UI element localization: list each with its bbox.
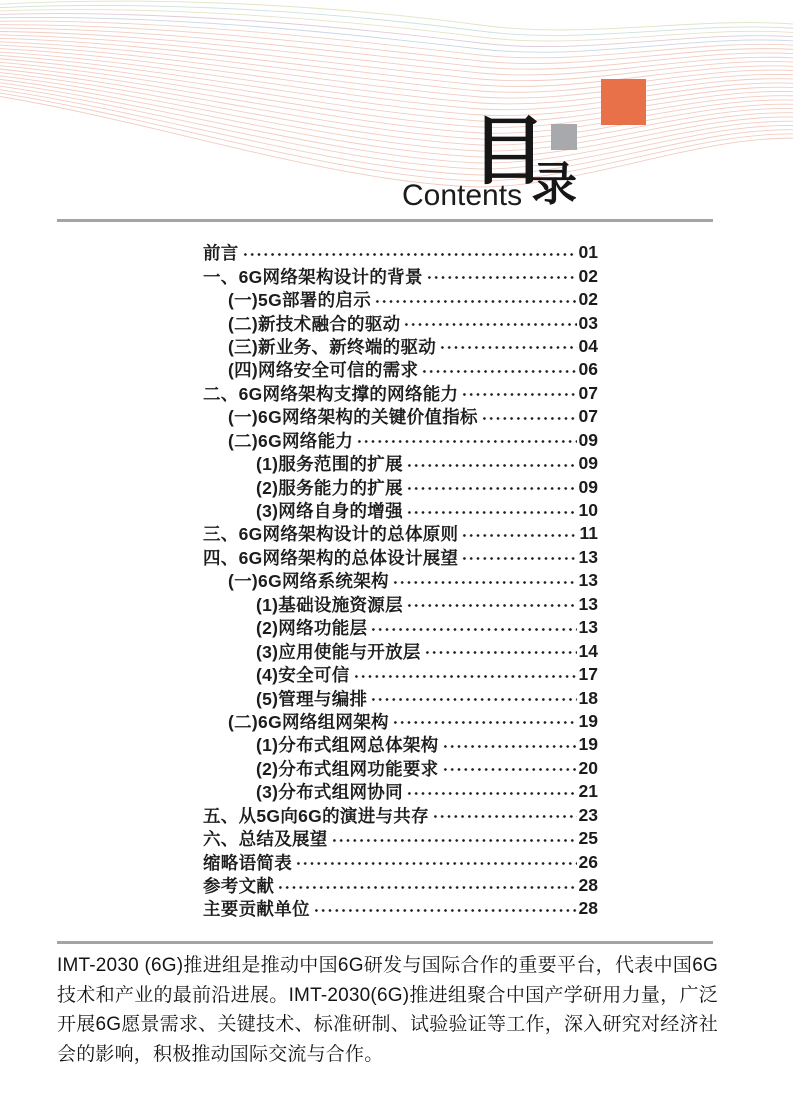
toc-page-number: 19 [578, 710, 598, 731]
toc-entry [203, 710, 598, 733]
toc-leader-dots [406, 504, 577, 521]
toc-entry-label: (1)服务范围的扩展 [256, 454, 403, 475]
toc-page-number: 02 [578, 265, 598, 286]
toc-page-number: 28 [578, 875, 598, 896]
toc-entry-label: 参考文献 [203, 876, 275, 897]
toc-entry-label: (2)网络功能层 [256, 618, 368, 639]
toc-entry-label: 一、6G网络架构设计的背景 [203, 266, 423, 287]
toc-entry-label: 缩略语简表 [203, 852, 292, 873]
toc-entry-label: (二)6G网络组网架构 [228, 711, 389, 732]
toc-entry [203, 593, 598, 616]
toc-leader-dots [392, 574, 577, 591]
toc-leader-dots [461, 386, 576, 403]
footer-divider-rule [57, 941, 713, 944]
footer-note-paragraph: IMT-2030 (6G)推进组是推动中国6G研发与国际合作的重要平台，代表中国6G技术和产业的最前沿进展。IMT-2030(6G)推进组聚合中国产学研用力量，广泛开展6G愿景需求、关键技术、标准研制、试验验证等工作，深入研究对经济社会的影响，积极推动国际交流与合作。 [57, 955, 718, 1065]
toc-page-number: 02 [578, 289, 598, 310]
toc-leader-dots [374, 293, 577, 310]
toc-leader-dots [370, 621, 576, 638]
toc-leader-dots [295, 855, 577, 872]
toc-entry-label: (一)6G网络架构的关键价值指标 [228, 407, 478, 428]
toc-entry [203, 874, 598, 897]
toc-entry-label: (3)网络自身的增强 [256, 501, 403, 522]
toc-entry [203, 522, 598, 545]
toc-entry [203, 569, 598, 592]
toc-leader-dots [242, 246, 577, 263]
toc-entry [203, 288, 598, 311]
toc-page-number: 14 [578, 640, 598, 661]
toc-entry-label: (一)6G网络系统架构 [228, 571, 389, 592]
toc-entry [203, 897, 598, 920]
toc-page-number: 13 [578, 570, 598, 591]
toc-entry-label: (3)应用使能与开放层 [256, 641, 421, 662]
toc-leader-dots [313, 902, 577, 919]
toc-entry [203, 311, 598, 334]
toc-page-number: 09 [578, 476, 598, 497]
toc-entry-label: 四、6G网络架构的总体设计展望 [203, 547, 459, 568]
toc-page-number: 07 [578, 382, 598, 403]
toc-page-number: 13 [578, 617, 598, 638]
toc-entry [203, 827, 598, 850]
toc-entry [203, 429, 598, 452]
toc-leader-dots [356, 433, 576, 450]
toc-entry-label: 主要贡献单位 [203, 899, 310, 920]
toc-leader-dots [421, 363, 576, 380]
toc-leader-dots [277, 879, 576, 896]
toc-entry [203, 475, 598, 498]
toc-page-number: 25 [578, 828, 598, 849]
toc-entry [203, 241, 598, 264]
toc-page-number: 03 [578, 312, 598, 333]
toc-page-number: 04 [578, 335, 598, 356]
toc-page-number: 09 [578, 429, 598, 450]
accent-gray-square [551, 124, 577, 150]
toc-leader-dots [426, 269, 577, 286]
page-title-english: Contents [402, 179, 523, 212]
toc-page-number: 13 [578, 546, 598, 567]
toc-entry [203, 757, 598, 780]
toc-page-number: 19 [578, 734, 598, 755]
toc-leader-dots [442, 738, 577, 755]
toc-entry [203, 850, 598, 873]
toc-leader-dots [353, 668, 577, 685]
toc-entry [203, 499, 598, 522]
toc-entry-label: (二)6G网络能力 [228, 430, 354, 451]
toc-entry-label: (1)分布式组网总体架构 [256, 735, 439, 756]
toc-leader-dots [331, 832, 577, 849]
toc-entry-label: 前言 [203, 243, 239, 264]
toc-entry [203, 639, 598, 662]
toc-leader-dots [461, 550, 576, 567]
toc-entry-label: (三)新业务、新终端的驱动 [228, 336, 437, 357]
toc-page-number: 28 [578, 898, 598, 919]
toc-entry-label: (4)安全可信 [256, 665, 350, 686]
toc-entry [203, 686, 598, 709]
toc-leader-dots [442, 761, 577, 778]
toc-entry-label: 五、从5G向6G的演进与共存 [203, 805, 429, 826]
toc-entry-label: (四)网络安全可信的需求 [228, 360, 419, 381]
toc-entry [203, 663, 598, 686]
toc-entry [203, 780, 598, 803]
toc-leader-dots [406, 480, 577, 497]
toc-entry [203, 405, 598, 428]
toc-page-number: 09 [578, 453, 598, 474]
toc-leader-dots [439, 339, 576, 356]
toc-leader-dots [406, 785, 577, 802]
toc-page-number: 01 [578, 242, 598, 263]
toc-leader-dots [406, 597, 577, 614]
toc-leader-dots [403, 316, 576, 333]
toc-entry-label: 六、总结及展望 [203, 829, 328, 850]
toc-entry-label: (1)基础设施资源层 [256, 594, 403, 615]
toc-leader-dots [370, 691, 576, 708]
toc-entry [203, 804, 598, 827]
toc-entry-label: (2)服务能力的扩展 [256, 477, 403, 498]
toc-entry-label: (3)分布式组网协同 [256, 782, 403, 803]
toc-entry [203, 382, 598, 405]
toc-leader-dots [392, 714, 577, 731]
toc-entry-label: 二、6G网络架构支撑的网络能力 [203, 383, 459, 404]
toc-page-number: 23 [578, 804, 598, 825]
toc-page-number: 20 [578, 757, 598, 778]
toc-leader-dots [432, 808, 577, 825]
toc-page-number: 13 [578, 593, 598, 614]
toc-leader-dots [481, 410, 577, 427]
toc-page-number: 06 [578, 359, 598, 380]
page-title-chinese-sub: 录 [531, 158, 577, 210]
toc-entry [203, 358, 598, 381]
toc-entry [203, 452, 598, 475]
toc-list [203, 241, 598, 921]
toc-entry-label: (二)新技术融合的驱动 [228, 313, 401, 334]
toc-page-number: 11 [579, 523, 598, 544]
toc-entry-label: (一)5G部署的启示 [228, 290, 371, 311]
toc-entry-label: 三、6G网络架构设计的总体原则 [203, 524, 459, 545]
toc-page-number: 10 [578, 500, 598, 521]
toc-leader-dots [461, 527, 577, 544]
toc-page-number: 18 [578, 687, 598, 708]
toc-entry-label: (5)管理与编排 [256, 688, 368, 709]
toc-entry [203, 733, 598, 756]
page-title-chinese-main: 目 [471, 109, 547, 193]
accent-orange-square [601, 79, 646, 125]
toc-entry [203, 264, 598, 287]
toc-page-number: 21 [578, 781, 598, 802]
toc-page-number: 17 [578, 664, 598, 685]
toc-page-number: 07 [578, 406, 598, 427]
toc-entry [203, 546, 598, 569]
toc-entry-label: (2)分布式组网功能要求 [256, 758, 439, 779]
toc-entry [203, 616, 598, 639]
toc-page-number: 26 [578, 851, 598, 872]
toc-entry [203, 335, 598, 358]
toc-leader-dots [406, 457, 577, 474]
title-divider-rule [57, 219, 713, 222]
toc-leader-dots [424, 644, 577, 661]
